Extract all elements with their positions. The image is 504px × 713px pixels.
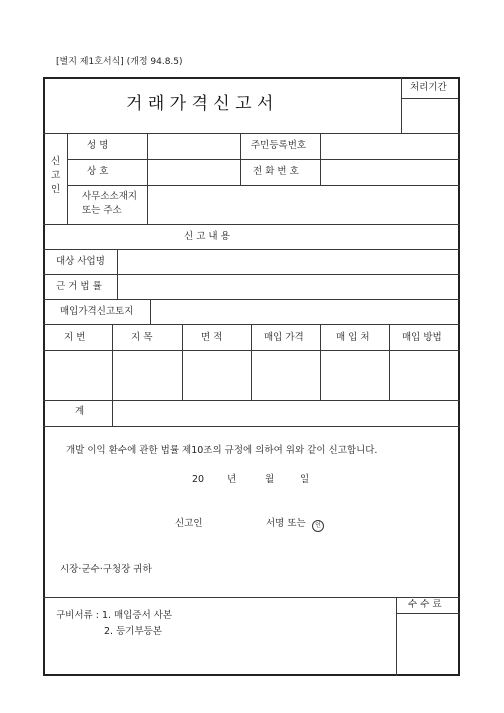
declarant-group-divider bbox=[67, 133, 68, 224]
frame-right bbox=[458, 77, 460, 676]
fee-field[interactable] bbox=[398, 615, 456, 672]
legal-basis-label: 근 거 법 률 bbox=[56, 281, 102, 292]
legal-basis-field[interactable] bbox=[119, 276, 456, 297]
title-divider bbox=[401, 77, 402, 133]
declarant-label-divider bbox=[147, 133, 148, 224]
resident-id-field[interactable] bbox=[322, 135, 456, 157]
table-col-line-5 bbox=[389, 324, 390, 400]
cell-seller[interactable] bbox=[322, 352, 388, 399]
table-col-line-2 bbox=[182, 324, 183, 400]
land-field[interactable] bbox=[152, 301, 456, 322]
col-lot-number: 지 번 bbox=[64, 332, 86, 343]
table-col-line-3 bbox=[251, 324, 252, 400]
addressee: 시장·군수·구청장 귀하 bbox=[60, 564, 152, 575]
content-header-line bbox=[43, 249, 460, 250]
col-purchase-price: 매입 가격 bbox=[264, 332, 304, 343]
phone-field[interactable] bbox=[322, 161, 456, 183]
declarant-bottom-line bbox=[43, 224, 460, 225]
attachments-item-2: 2. 등기부등본 bbox=[104, 626, 162, 637]
address-field[interactable] bbox=[149, 187, 456, 222]
total-label: 계 bbox=[75, 406, 85, 417]
date-year-label: 년 bbox=[227, 474, 237, 485]
table-total-line bbox=[43, 426, 460, 427]
processing-period-label: 처리기간 bbox=[410, 82, 447, 93]
frame-top bbox=[43, 77, 460, 79]
form-reference: [별지 제1호서식] (개정 94.8.5) bbox=[56, 57, 183, 67]
fee-header-line bbox=[396, 613, 460, 614]
report-content-header: 신 고 내 용 bbox=[184, 231, 230, 242]
title-bottom-line bbox=[43, 133, 460, 134]
cell-area[interactable] bbox=[184, 352, 250, 399]
table-header-line bbox=[43, 350, 460, 351]
form-title: 거 래 가 격 신 고 서 bbox=[126, 94, 274, 114]
fee-label: 수 수 료 bbox=[408, 599, 442, 610]
table-col-line-1 bbox=[112, 324, 113, 426]
cell-purchase-price[interactable] bbox=[253, 352, 319, 399]
seal-mark-icon: 인 bbox=[312, 517, 324, 533]
col-purchase-method: 매입 방법 bbox=[402, 332, 442, 343]
sign-or-seal-label: 서명 또는 bbox=[266, 518, 306, 529]
business-name-label: 대상 사업명 bbox=[56, 256, 105, 267]
resident-id-label: 주민등록번호 bbox=[251, 140, 307, 151]
name-label: 성 명 bbox=[87, 140, 109, 151]
col-land-category: 지 목 bbox=[131, 332, 153, 343]
name-field[interactable] bbox=[149, 135, 238, 157]
date-day-label: 일 bbox=[300, 474, 310, 485]
land-label-divider bbox=[150, 299, 151, 324]
cell-land-category[interactable] bbox=[114, 352, 181, 399]
fee-divider bbox=[396, 597, 397, 676]
frame-bottom bbox=[43, 674, 460, 676]
declarant-row-line-2 bbox=[67, 185, 460, 186]
declarant-sign-label: 신고인 bbox=[175, 518, 203, 529]
attachments-top-line bbox=[43, 597, 460, 598]
declarant-group-char-2: 고 bbox=[51, 170, 61, 181]
cell-lot-number[interactable] bbox=[45, 352, 111, 399]
period-divider bbox=[401, 98, 458, 99]
cell-purchase-method[interactable] bbox=[391, 352, 456, 399]
col-area: 면 적 bbox=[201, 332, 223, 343]
address-label-line1: 사무소소재지 bbox=[82, 191, 138, 202]
date-month-label: 월 bbox=[265, 474, 275, 485]
declarant-group-char-3: 인 bbox=[51, 184, 61, 195]
attachments-item-1: 구비서류 : 1. 매입증서 사본 bbox=[56, 610, 173, 621]
phone-label: 전 화 번 호 bbox=[253, 166, 299, 177]
table-col-line-4 bbox=[320, 324, 321, 400]
declarant-row-line-1 bbox=[67, 159, 460, 160]
address-label-line2: 또는 주소 bbox=[82, 205, 122, 216]
statement-text: 개발 이익 환수에 관한 법률 제10조의 규정에 의하여 위와 같이 신고합니다. bbox=[66, 445, 378, 456]
col-seller: 매 입 처 bbox=[336, 332, 370, 343]
trade-name-label: 상 호 bbox=[87, 166, 109, 177]
total-field[interactable] bbox=[114, 402, 456, 424]
land-label: 매입가격신고토지 bbox=[60, 306, 134, 317]
table-body-line bbox=[43, 400, 460, 401]
trade-name-field[interactable] bbox=[149, 161, 238, 183]
business-name-field[interactable] bbox=[119, 251, 456, 272]
declarant-group-char-1: 신 bbox=[51, 156, 61, 167]
date-year-prefix: 20 bbox=[192, 474, 205, 485]
legal-row-line bbox=[43, 299, 460, 300]
business-row-line bbox=[43, 274, 460, 275]
